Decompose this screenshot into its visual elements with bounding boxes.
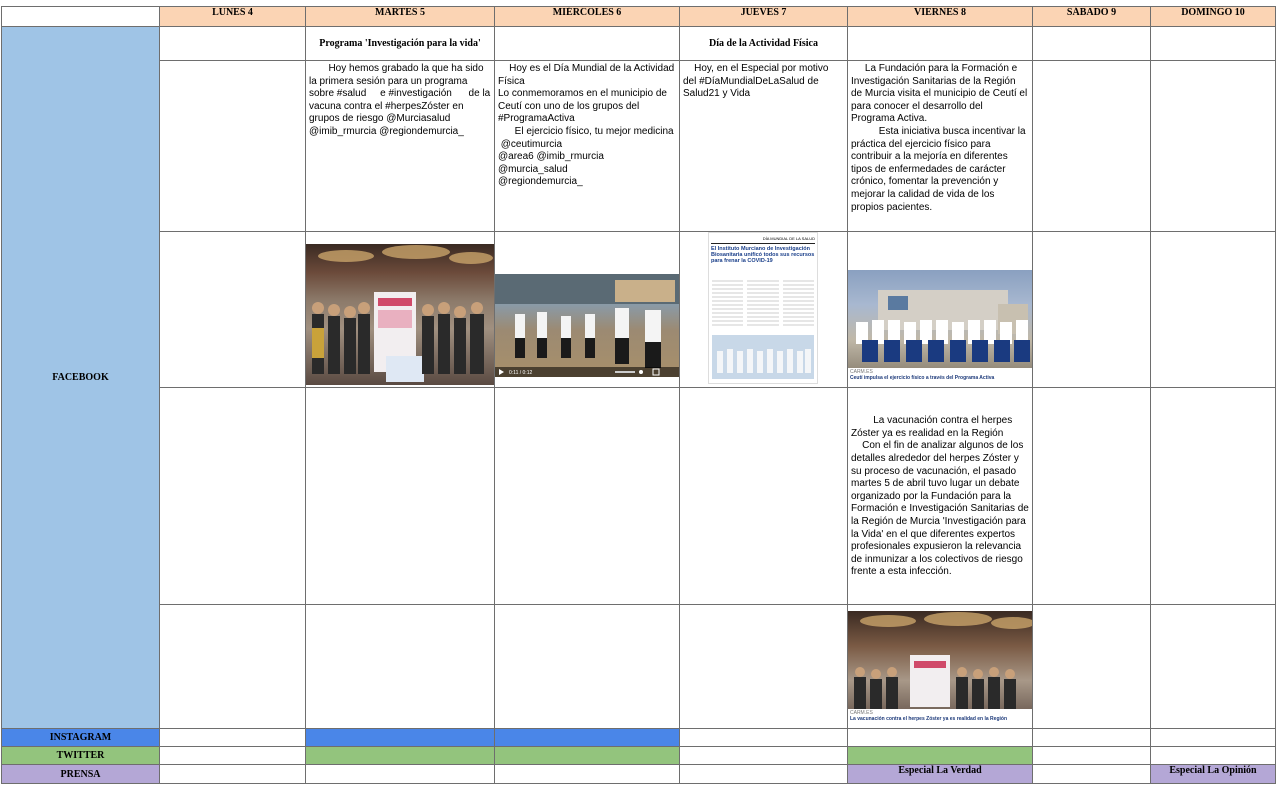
post-image-viernes-cell (848, 232, 1033, 388)
twitter-row (2, 747, 1276, 765)
group-photo-drawing (306, 244, 494, 385)
cell (306, 605, 495, 729)
header-row (2, 7, 1276, 27)
cell (848, 729, 1033, 747)
newspaper-page-icon[interactable] (708, 232, 818, 384)
twitter-label: TWITTER (2, 747, 160, 765)
cell (306, 388, 495, 605)
instagram-cell-martes (306, 729, 495, 747)
cell (1033, 388, 1151, 605)
cell (680, 388, 848, 605)
cell (306, 765, 495, 784)
cell (160, 765, 306, 784)
cell (160, 729, 306, 747)
post-text-martes: Hoy hemos grabado la que ha sido la primera sesión para un programa sobre #salud e #investigación de la vacuna contra el #herpesZóster en grupos de riesgo @Murciasalud @imib_rmurcia @regiondemurcia_ (306, 61, 495, 232)
prensa-row (2, 765, 1276, 784)
link-preview-icon[interactable] (848, 270, 1033, 386)
day-header-viernes: VIERNES 8 (848, 7, 1033, 27)
twitter-cell-miercoles (495, 747, 680, 765)
volume-icon[interactable] (639, 370, 643, 374)
prensa-cell-domingo: Especial La Opinión (1151, 765, 1276, 784)
cell (1033, 27, 1151, 61)
instagram-row (2, 729, 1276, 747)
cell (160, 61, 306, 232)
cell (495, 27, 680, 61)
cell (160, 605, 306, 729)
cell (1033, 61, 1151, 232)
post-image-miercoles-cell (495, 232, 680, 388)
cell (848, 27, 1033, 61)
event-group-drawing (848, 611, 1033, 709)
post-image-viernes-2-cell (848, 605, 1033, 729)
cell (495, 605, 680, 729)
cell (1151, 232, 1276, 388)
cell (680, 729, 848, 747)
instagram-cell-miercoles (495, 729, 680, 747)
facebook-image-row-2 (2, 605, 1276, 729)
link-preview-caption: CARM.ES Ceutí impulsa el ejercicio físico a través del Programa Activa (848, 368, 1033, 386)
facebook-image-row (2, 232, 1276, 388)
day-header-domingo: DOMINGO 10 (1151, 7, 1276, 27)
twitter-cell-viernes (848, 747, 1033, 765)
cell (1151, 605, 1276, 729)
cell (1033, 605, 1151, 729)
facebook-title-row (2, 27, 1276, 61)
twitter-cell-martes (306, 747, 495, 765)
cell (495, 765, 680, 784)
cell (160, 27, 306, 61)
facebook-text-row (2, 61, 1276, 232)
post-text-viernes-2: La vacunación contra el herpes Zóster ya es realidad en la Región Con el fin de analizar algunos de los detalles alrededor del herpes Zóster y su proceso de vacunación, el pasado martes 5 de abril tuvo lugar un debate organizado por la Fundación para la Formación e Investigación Sanitarias de la Región de Murcia 'Investigación para la Vida' en el que diferentes expertos profesionales expusieron la relevancia de inmunizar a los colectivos de riesgo frente a esta infección. (848, 388, 1033, 605)
day-header-martes: MARTES 5 (306, 7, 495, 27)
cell (1033, 765, 1151, 784)
post-title-jueves: Día de la Actividad Física (680, 27, 848, 61)
video-frame-drawing (495, 274, 680, 377)
prensa-cell-viernes: Especial La Verdad (848, 765, 1033, 784)
prensa-label: PRENSA (2, 765, 160, 784)
cell (160, 388, 306, 605)
post-text-miercoles: Hoy es el Día Mundial de la Actividad Física Lo conmemoramos en el municipio de Ceutí con uno de los grupos del #ProgramaActiva El ejercicio físico, tu mejor medicina @ceutimurcia @area6 @imib_rmurcia @murcia_salud @regiondemurcia_ (495, 61, 680, 232)
facebook-text-row-2 (2, 388, 1276, 605)
newspaper-headline: El Instituto Murciano de Investigación Biosanitaria unificó todos sus recursos para frenar la COVID-19 (711, 246, 815, 265)
cell (160, 747, 306, 765)
cell (1033, 747, 1151, 765)
cell (680, 747, 848, 765)
cell (160, 232, 306, 388)
link-preview-caption: CARM.ES La vacunación contra el herpes Zóster ya es realidad en la Región (848, 709, 1033, 727)
cell (680, 605, 848, 729)
day-header-miercoles: MIÉRCOLES 6 (495, 7, 680, 27)
post-image-martes-cell (306, 232, 495, 388)
post-text-jueves: Hoy, en el Especial por motivo del #DíaMundialDeLaSalud de Salud21 y Vida (680, 61, 848, 232)
cell (1151, 61, 1276, 232)
facebook-label: FACEBOOK (2, 27, 160, 729)
newspaper-columns (709, 233, 817, 383)
post-title-martes: Programa 'Investigación para la vida' (306, 27, 495, 61)
day-header-jueves: JUEVES 7 (680, 7, 848, 27)
video-time: 0:11 / 0:12 (509, 370, 533, 376)
cell (1151, 27, 1276, 61)
content-calendar-table (1, 6, 1276, 784)
group-photo-icon[interactable] (306, 244, 494, 385)
cell (680, 765, 848, 784)
day-header-lunes: LUNES 4 (160, 7, 306, 27)
cell (1033, 729, 1151, 747)
cell (1151, 388, 1276, 605)
corner-cell (2, 7, 160, 27)
cell (495, 388, 680, 605)
instagram-label: INSTAGRAM (2, 729, 160, 747)
day-header-sabado: SÁBADO 9 (1033, 7, 1151, 27)
post-text-viernes: La Fundación para la Formación e Investigación Sanitarias de la Región de Murcia visita el municipio de Ceutí el para conocer el desarrollo del Programa Activa. Esta iniciativa busca incentivar la práctica del ejercicio físico para contribuir a la mejoría en diferentes tipos de enfermedades de carácter crónico, fomentar la prevención y mejorar la calidad de vida de los propios pacientes. (848, 61, 1033, 232)
link-preview-icon[interactable] (848, 611, 1033, 727)
post-image-jueves-cell (680, 232, 848, 388)
cell (1151, 747, 1276, 765)
outdoor-group-drawing (848, 270, 1033, 368)
video-frame-icon[interactable] (495, 274, 680, 377)
cell (1151, 729, 1276, 747)
newspaper-header: DÍA MUNDIAL DE LA SALUD (711, 235, 815, 244)
cell (1033, 232, 1151, 388)
